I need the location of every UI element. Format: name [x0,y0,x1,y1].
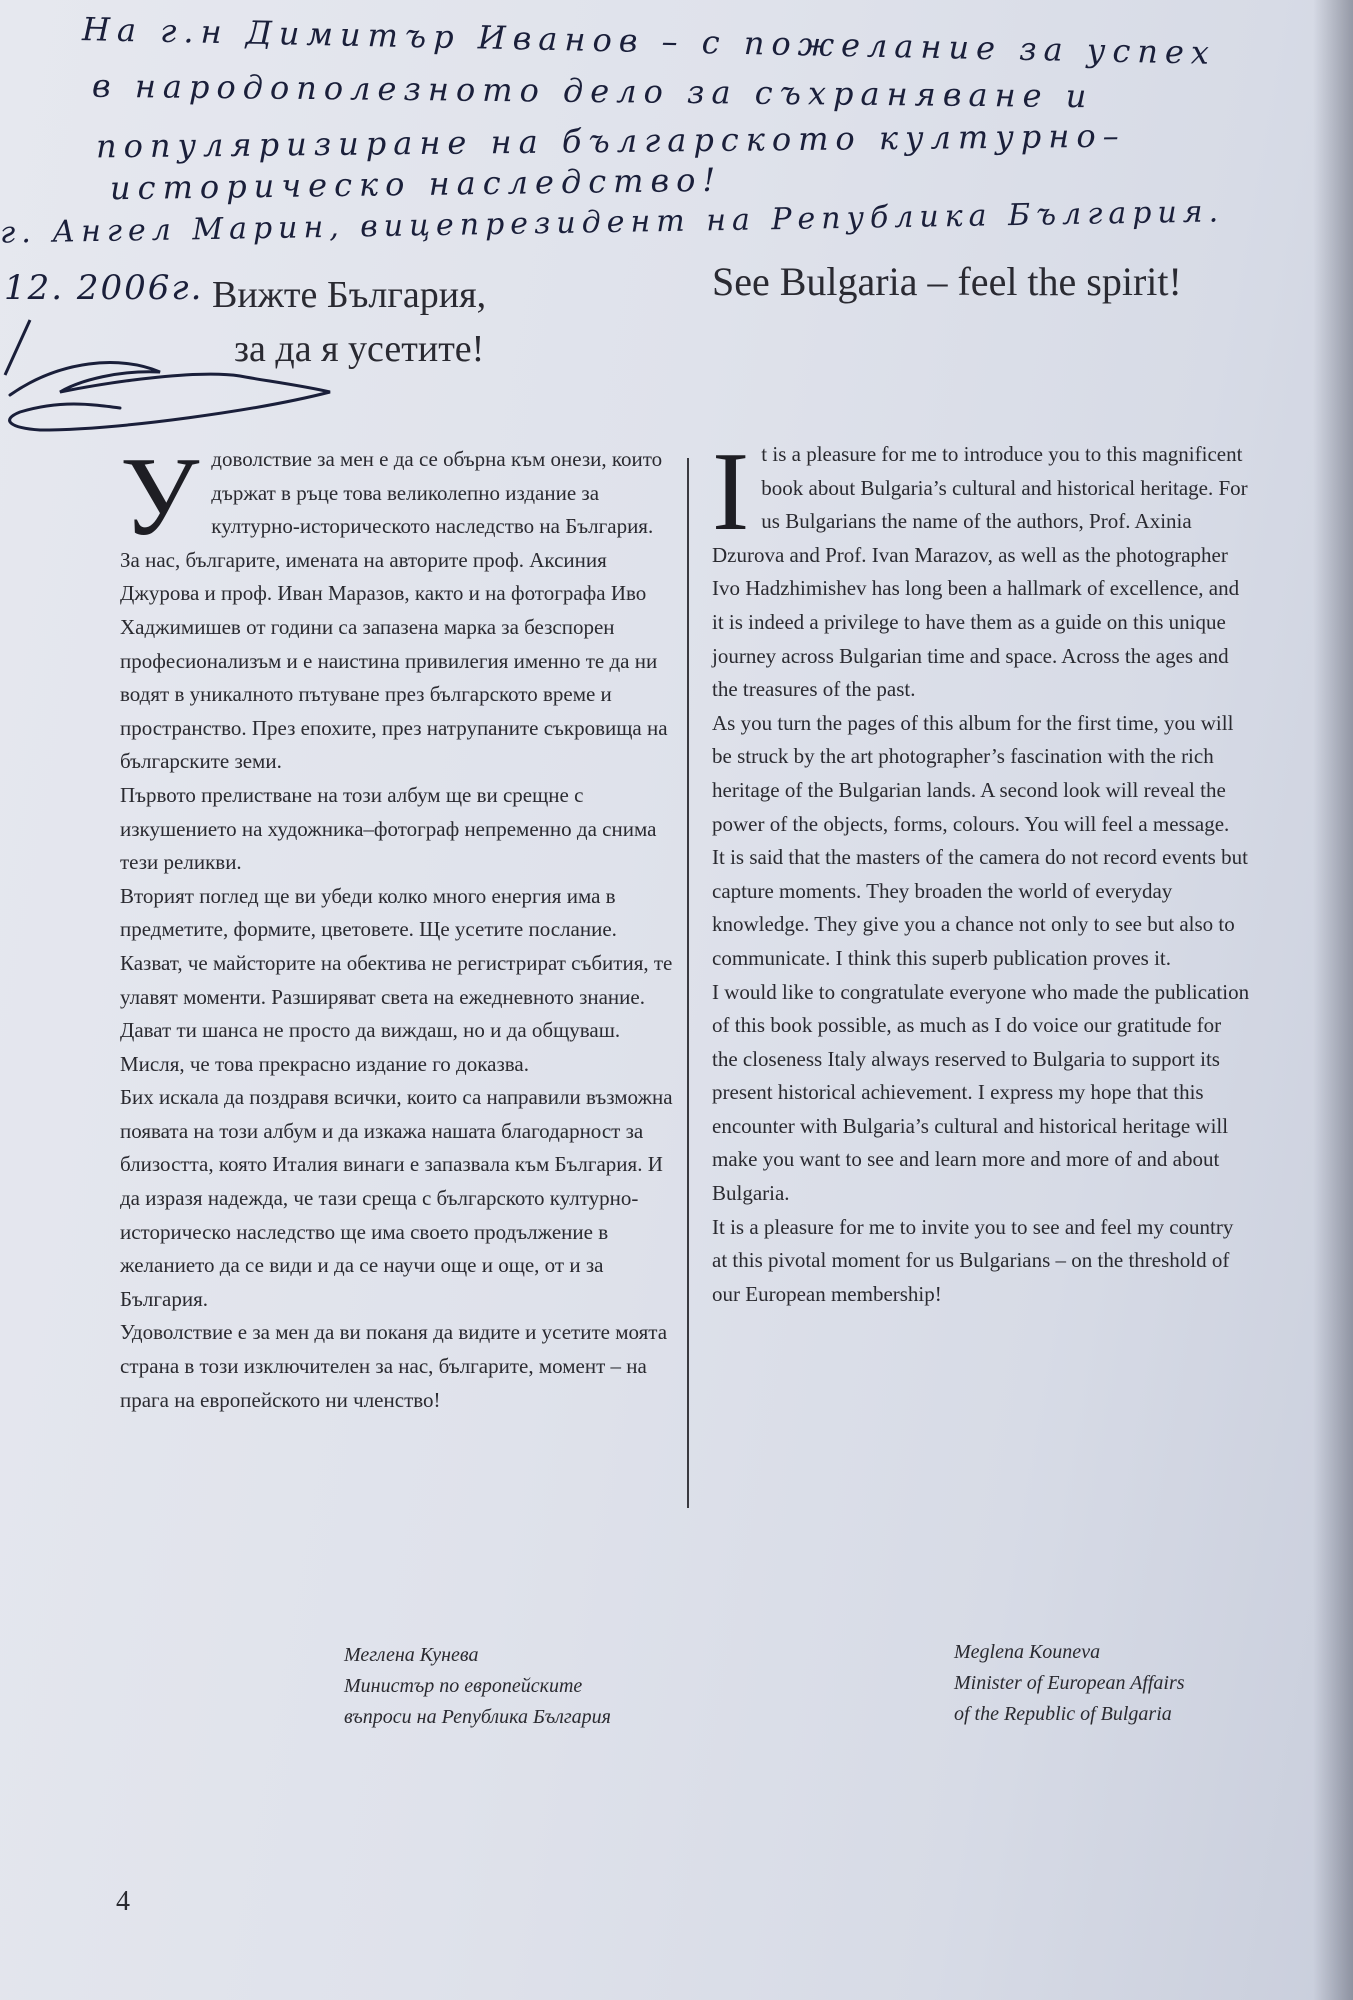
paragraph: Вторият поглед ще ви убеди колко много енергия има в предметите, формите, цветовете. Ще усетите послание. [120,883,617,942]
bulgarian-text-column [120,435,680,1417]
signature-block-en [954,1637,1185,1730]
signatory-title: Minister of European Affairs [954,1672,1185,1694]
title-bg-line1: Вижте България, [212,274,487,316]
signatory-title: въпроси на Република България [344,1706,611,1728]
handwritten-line: На г.н Димитър Иванов – с пожелание за успех [81,10,1217,72]
paragraph: As you turn the pages of this album for the first time, you will be struck by the art photographer’s fascination with the rich heritage of the Bulgarian lands. A second look will reveal the power of the objects, forms, colours. You will feel a message. [712,710,1234,836]
paragraph: It is a pleasure for me to invite you to see and feel my country at this pivotal moment for us Bulgarians – on the threshold of our European membership! [712,1214,1234,1306]
paragraph: доволствие за мен е да се обърна към онези, които държат в ръце това великолепно издание за културно-историческото наследство на България. [211,447,663,539]
paragraph: Удоволствие е за мен да ви поканя да видите и усетите моята страна в този изключителен за нас, българите, момент – на прага на европейското ни членство! [120,1320,668,1412]
page-title-bg [212,268,572,376]
dropcap-en: I [712,430,750,554]
page-title-en: See Bulgaria – feel the spirit! [712,259,1182,304]
signatory-name: Meglena Kouneva [954,1641,1101,1663]
title-bg-line2: за да я усетите! [234,328,485,370]
paragraph: Първото прелистване на този албум ще ви срещне с изкушението на художника–фотограф непременно да снима тези реликви. [120,782,657,875]
handwritten-line: историческо наследство! [109,160,723,208]
column-divider [687,458,689,1508]
signatory-name: Меглена Кунева [344,1644,479,1666]
handwritten-date: 12. 2006г. [4,268,204,308]
dropcap-bg: У [120,435,200,559]
signature-block-bg [344,1640,611,1733]
english-text-column [712,430,1252,1311]
paragraph: It is said that the masters of the camera do not record events but capture moments. They broaden the world of everyday knowledge. They give you a chance not only to see but also to communicate. I think this superb publication proves it. [712,845,1248,970]
handwritten-line: популяризиране на българското културно– [95,116,1126,166]
signatory-title: Министър по европейските [344,1675,583,1697]
paragraph: Казват, че майсторите на обектива не регистрират събития, те улавят моменти. Разширяват света на ежедневното знание. Дават ти шанса не просто да виждаш, но и да общуваш. Мисля, че това прекрасно издание го доказва. [120,950,673,1076]
paragraph: I would like to congratulate everyone who made the publication of this book possible, as much as I do voice our gratitude for the closeness Italy always reserved to Bulgaria to support its present historical achievement. I express my hope that this encounter with Bulgaria’s cultural and historical heritage will make you want to see and learn more and more of and about Bulgaria. [712,979,1250,1206]
page-number: 4 [116,1886,130,1917]
handwritten-line: г. Ангел Марин, вицепрезидент на Република България. [0,194,1225,251]
paragraph: t is a pleasure for me to introduce you to this magnificent book about Bulgaria’s cultural and historical heritage. For us Bulgarians the name of the authors, Prof. Axinia Dzurova and Prof. Ivan Marazov, as well as the photographer Ivo Hadzhimishev has long been a hallmark of excellence, and it is indeed a privilege to have them as a guide on this unique journey across Bulgarian time and space. Across the ages and the treasures of the past. [712,442,1248,702]
paragraph: Бих искала да поздравя всички, които са направили възможна появата на този албум и да изкажа нашата благодарност за близостта, която Италия винаги е запазвала към България. И да изразя надежда, че тази среща с българското културно-историческо наследство ще има своето продължение в желанието да се види и да се научи още и още, от и за България. [120,1085,673,1311]
handwritten-line: в народополезното дело за съхраняване и [91,66,1094,116]
paragraph: За нас, българите, имената на авторите проф. Аксиния Джурова и проф. Иван Маразов, както и на фотографа Иво Хаджимишев от години са запазена марка за безспорен професионализъм и е наистина привилегия именно те да ни водят в уникалното пътуване през българското време и пространство. През епохите, през натрупаните съкровища на българските земи. [120,547,668,774]
signatory-title: of the Republic of Bulgaria [954,1703,1172,1725]
